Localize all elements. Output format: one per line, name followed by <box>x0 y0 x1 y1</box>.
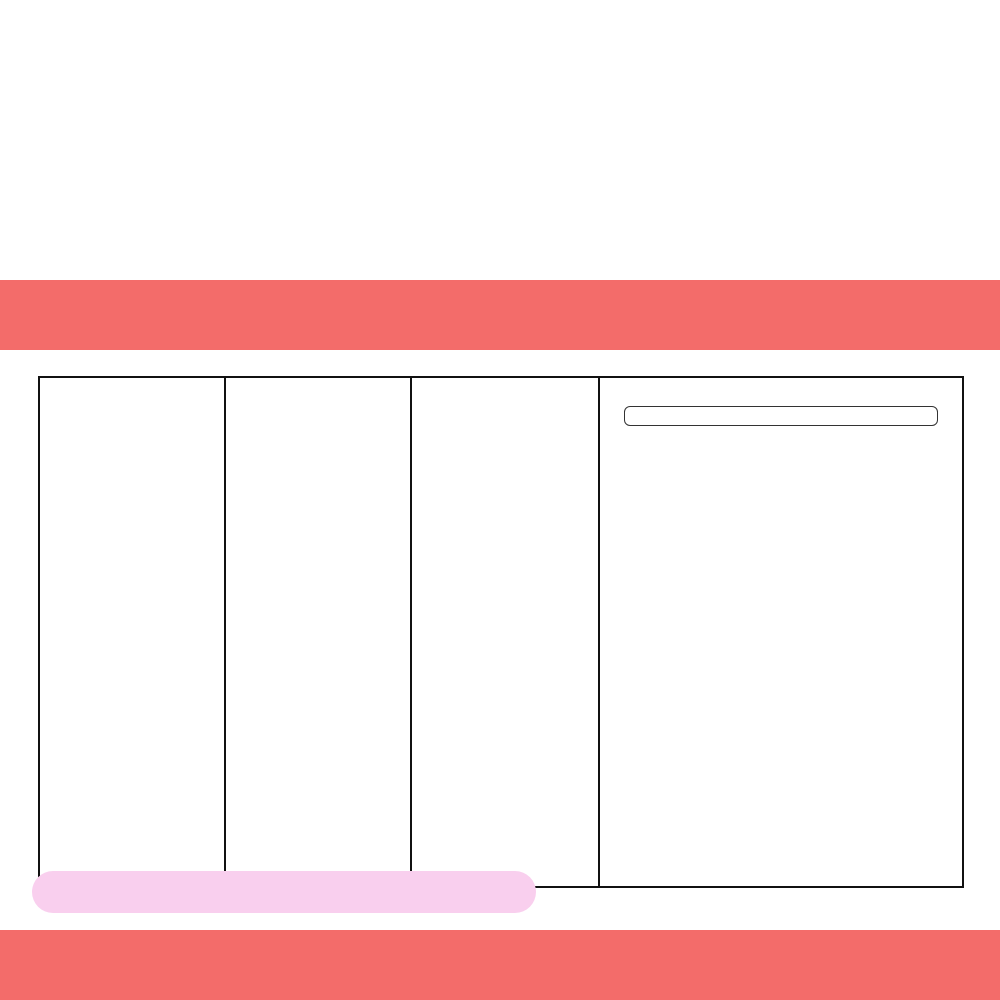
worksheet-preview-stack <box>38 376 964 890</box>
worksheet-page-multiple-choice <box>410 376 630 888</box>
reading-passage-box <box>624 406 938 426</box>
worksheet-page-passage <box>598 376 964 888</box>
course-band <box>0 930 1000 1000</box>
check-preview-badge <box>32 871 536 913</box>
subtitle-band <box>0 280 1000 350</box>
